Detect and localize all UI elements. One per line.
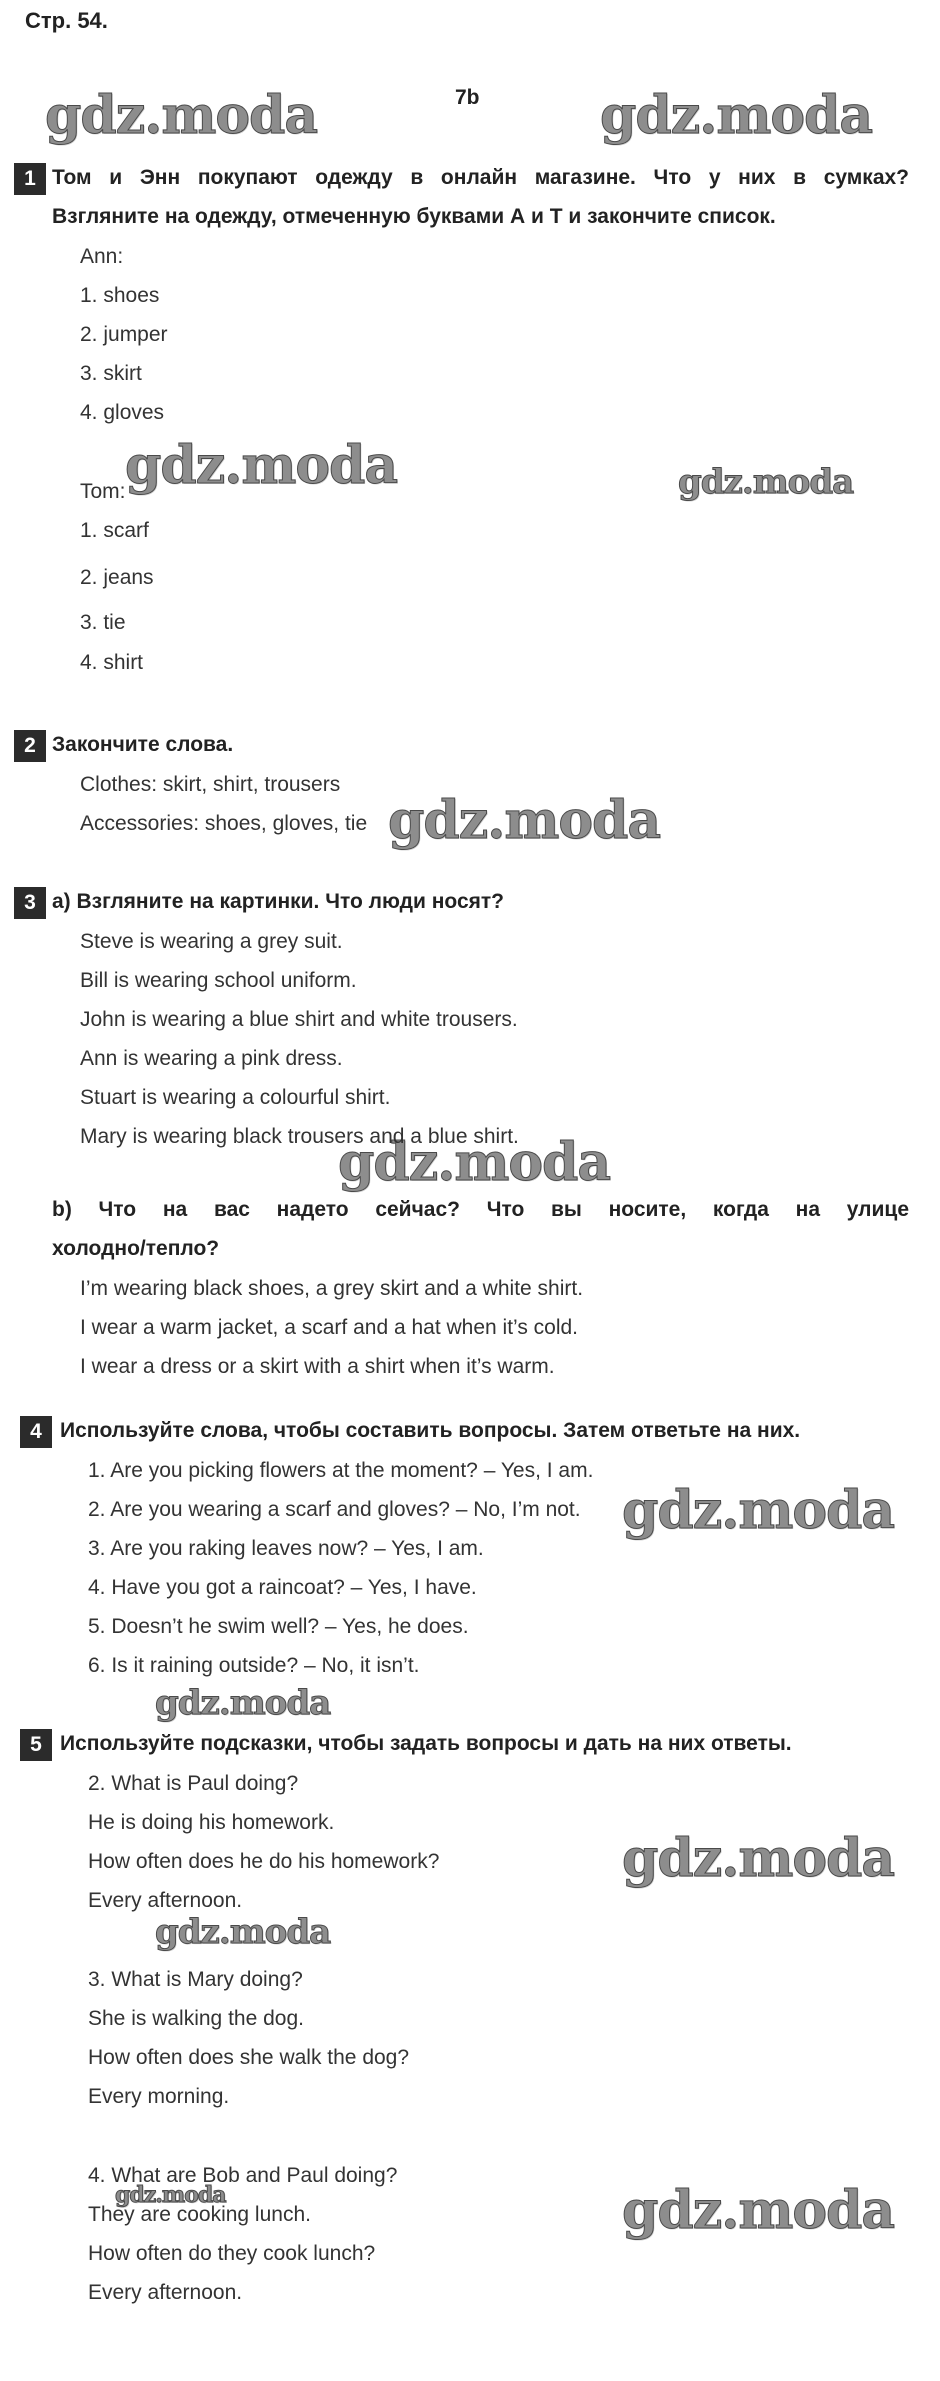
exercise-number: 2: [14, 730, 46, 762]
exercise-3b-title-line2: холодно/тепло?: [52, 1237, 220, 1260]
watermark-logo: gdz.moda: [678, 462, 854, 502]
list-item: I wear a dress or a skirt with a shirt when it’s warm.: [80, 1355, 555, 1378]
list-item: Clothes: skirt, shirt, trousers: [80, 773, 341, 796]
list-item: 5. Doesn’t he swim well? – Yes, he does.: [88, 1615, 469, 1638]
exercise-number: 3: [14, 887, 46, 919]
exercise-1-title-line2: Взгляните на одежду, отмеченную буквами А и Т и закончите список.: [52, 205, 776, 228]
list-item: How often does he do his homework?: [88, 1850, 440, 1873]
exercise-5-title: Используйте подсказки, чтобы задать вопросы и дать на них ответы.: [60, 1732, 792, 1755]
list-item: Ann is wearing a pink dress.: [80, 1047, 343, 1070]
watermark-logo: gdz.moda: [600, 85, 873, 146]
list-item: Every afternoon.: [88, 1889, 243, 1912]
list-item: He is doing his homework.: [88, 1811, 335, 1834]
list-item: Every morning.: [88, 2085, 230, 2108]
list-item: Mary is wearing black trousers and a blue shirt.: [80, 1125, 519, 1148]
list-item: 4. Have you got a raincoat? – Yes, I have.: [88, 1576, 477, 1599]
list-item: 1. scarf: [80, 519, 149, 542]
list-item: 2. jumper: [80, 323, 168, 346]
list-item: 3. What is Mary doing?: [88, 1968, 303, 1991]
exercise-3a-title: a) Взгляните на картинки. Что люди носят?: [52, 890, 505, 913]
list-item: 3. skirt: [80, 362, 142, 385]
list-item: John is wearing a blue shirt and white trousers.: [80, 1008, 518, 1031]
exercise-1-title-line1: Том и Энн покупают одежду в онлайн магазине. Что у них в сумках?: [52, 166, 909, 189]
list-item: 1. Are you picking flowers at the moment? – Yes, I am.: [88, 1459, 594, 1482]
watermark-logo: gdz.moda: [45, 85, 318, 146]
list-item: 2. What is Paul doing?: [88, 1772, 299, 1795]
page-number: Стр. 54.: [25, 8, 108, 33]
list-item: 4. shirt: [80, 651, 144, 674]
watermark-logo: gdz.moda: [388, 790, 661, 851]
watermark-logo: gdz.moda: [155, 1683, 331, 1723]
list-item: 3. Are you raking leaves now? – Yes, I am.: [88, 1537, 484, 1560]
list-item: 2. jeans: [80, 566, 154, 589]
watermark-logo: gdz.moda: [338, 1132, 611, 1193]
list-item: How often does she walk the dog?: [88, 2046, 410, 2069]
exercise-number: 5: [20, 1729, 52, 1761]
watermark-logo: gdz.moda: [125, 435, 398, 496]
list-item: They are cooking lunch.: [88, 2203, 311, 2226]
list-item: Accessories: shoes, gloves, tie: [80, 812, 368, 835]
list-item: I wear a warm jacket, a scarf and a hat when it’s cold.: [80, 1316, 579, 1339]
watermark-logo: gdz.moda: [622, 1828, 895, 1889]
exercise-4-title: Используйте слова, чтобы составить вопросы. Затем ответьте на них.: [60, 1419, 801, 1442]
list-item: Every afternoon.: [88, 2281, 243, 2304]
exercise-number: 1: [14, 163, 46, 195]
watermark-logo: gdz.moda: [622, 1480, 895, 1541]
list-item: 4. gloves: [80, 401, 165, 424]
exercise-2-title: Закончите слова.: [52, 733, 234, 756]
exercise-number: 4: [20, 1416, 52, 1448]
list-item: I’m wearing black shoes, a grey skirt and a white shirt.: [80, 1277, 584, 1300]
list-item: Stuart is wearing a colourful shirt.: [80, 1086, 391, 1109]
list-item: Steve is wearing a grey suit.: [80, 930, 343, 953]
list-item: How often do they cook lunch?: [88, 2242, 376, 2265]
list-item: 3. tie: [80, 611, 126, 634]
list-item: 1. shoes: [80, 284, 160, 307]
list-item: 2. Are you wearing a scarf and gloves? – No, I’m not.: [88, 1498, 581, 1521]
watermark-logo: gdz.moda: [155, 1912, 331, 1952]
watermark-logo: gdz.moda: [622, 2180, 895, 2241]
ann-label: Ann:: [80, 245, 124, 268]
exercise-3b-title-line1: b) Что на вас надето сейчас? Что вы носите, когда на улице: [52, 1198, 909, 1221]
list-item: 4. What are Bob and Paul doing?: [88, 2164, 398, 2187]
list-item: Bill is wearing school uniform.: [80, 969, 357, 992]
unit-label: 7b: [455, 86, 480, 109]
list-item: 6. Is it raining outside? – No, it isn’t.: [88, 1654, 420, 1677]
watermark-logo: gdz.moda: [115, 2182, 226, 2208]
tom-label: Tom:: [80, 480, 126, 503]
list-item: She is walking the dog.: [88, 2007, 304, 2030]
